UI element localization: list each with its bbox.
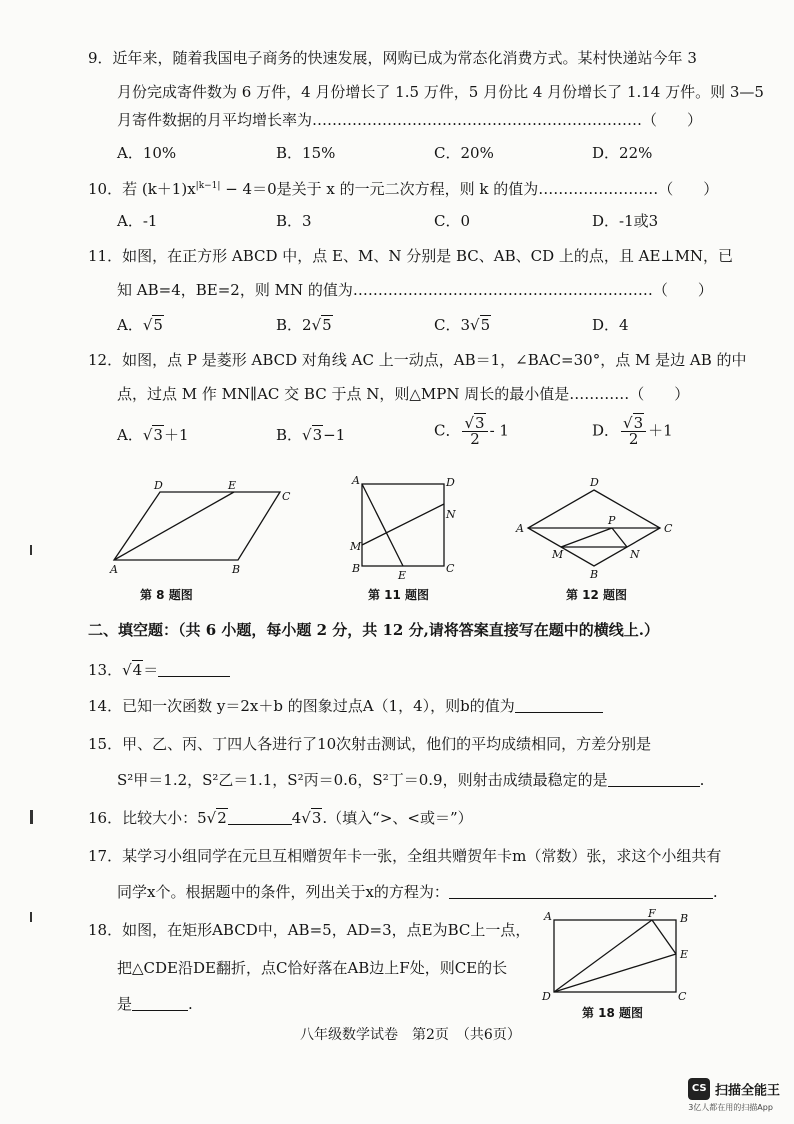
q16-radicand-1: 2 bbox=[217, 809, 227, 827]
q16-tail: .（填入“>、<或＝”） bbox=[322, 809, 473, 827]
fig11-label-a: A bbox=[352, 474, 360, 487]
fig18-segment-fe bbox=[652, 920, 676, 954]
q16-line: 16．比较大小：5√2 4√3.（填入“>、<或＝”） bbox=[88, 809, 473, 827]
q11-c-radicand: 5 bbox=[480, 316, 491, 334]
q9-option-a: A．10% bbox=[117, 144, 177, 162]
scanner-logo-icon: CS bbox=[688, 1078, 710, 1100]
fig11-label-e: E bbox=[398, 569, 407, 582]
q9-line1: 9．近年来，随着我国电子商务的快速发展，网购已成为常态化消费方式。某村快递站今年 3 bbox=[88, 49, 697, 67]
fig18-label-d: D bbox=[542, 990, 551, 1003]
figure-8-parallelogram bbox=[98, 478, 298, 578]
fig12-label-d: D bbox=[590, 476, 599, 489]
q17-answer-blank[interactable] bbox=[449, 884, 713, 899]
fig12-label-c: C bbox=[664, 522, 673, 535]
q14-line bbox=[88, 696, 603, 716]
q10-option-a: A．-1 bbox=[117, 212, 158, 230]
q10-option-d: D．-1或3 bbox=[592, 212, 659, 230]
fig12-caption: 第 12 题图 bbox=[566, 588, 628, 602]
q12-d-label: D． bbox=[592, 421, 620, 440]
q13-equals: ＝ bbox=[143, 661, 159, 679]
q17-line1: 17．某学习小组同学在元旦互相赠贺年卡一张，全组共赠贺年卡m（常数）张，求这个小组共有 bbox=[88, 847, 722, 865]
fig8-label-a: A bbox=[110, 563, 118, 576]
q11-line1: 11．如图，在正方形 ABCD 中，点 E、M、N 分别是 BC、AB、CD 上的点，且 AE⊥MN，已 bbox=[88, 247, 734, 265]
page-footer: 八年级数学试卷 第2页 （共6页） bbox=[300, 1027, 521, 1043]
q12-option-c bbox=[434, 416, 509, 447]
q11-a-radicand: 5 bbox=[153, 316, 163, 334]
q9-option-b: B．15% bbox=[276, 144, 336, 162]
q13-answer-blank[interactable] bbox=[158, 662, 230, 677]
q11-option-a: A．√5 bbox=[117, 316, 163, 334]
q11-b-label: B．2 bbox=[276, 316, 312, 334]
q10-lead: 10．若 (k＋1)x bbox=[88, 180, 196, 198]
q12-d-numerator: 3 bbox=[633, 414, 644, 432]
q9-line2: 月份完成寄件数为 6 万件，4 月份增长了 1.5 万件，5 月份比 4 月份增长了 1.14 万件。则 3—5 bbox=[117, 83, 764, 101]
q10-tail: − 4＝0是关于 x 的一元二次方程，则 k 的值为……………………（ ） bbox=[220, 180, 719, 198]
fig11-label-b: B bbox=[352, 562, 361, 575]
fig8-parallelogram bbox=[114, 492, 280, 560]
q11-a-label: A． bbox=[117, 316, 143, 334]
q12-option-d bbox=[592, 416, 673, 447]
fig8-label-d: D bbox=[154, 479, 163, 492]
q16-coef-2: 4 bbox=[291, 809, 302, 827]
q12-b-radicand: 3 bbox=[312, 426, 323, 444]
q12-c-denominator: 2 bbox=[470, 430, 480, 448]
q17-text: 同学x个。根据题中的条件，列出关于x的方程为： bbox=[117, 883, 449, 901]
q15-answer-blank[interactable] bbox=[608, 772, 700, 787]
q11-option-d: D．4 bbox=[592, 316, 629, 334]
scan-mark bbox=[30, 912, 32, 922]
q9-option-c: C．20% bbox=[434, 144, 494, 162]
q15-line1: 15．甲、乙、丙、丁四人各进行了10次射击测试，他们的平均成绩相同，方差分别是 bbox=[88, 735, 652, 753]
q18-line3: 是 . bbox=[117, 995, 193, 1013]
q18-text: 是 bbox=[117, 995, 133, 1013]
fig12-label-m: M bbox=[552, 548, 564, 561]
fig18-label-c: C bbox=[678, 990, 687, 1003]
q12-b-label: B． bbox=[276, 426, 303, 444]
fig18-label-a: A bbox=[544, 910, 552, 923]
q10-option-b: B．3 bbox=[276, 212, 312, 230]
q12-b-tail: −1 bbox=[323, 426, 346, 444]
figure-12-rhombus bbox=[512, 474, 682, 584]
figure-11-square bbox=[342, 472, 472, 584]
q12-a-label: A． bbox=[117, 426, 143, 444]
q16-radicand-2: 3 bbox=[311, 809, 322, 827]
q13-label: 13． bbox=[88, 661, 123, 679]
q12-d-fraction: $\frac{√3}{2}$ bbox=[621, 416, 646, 447]
fig12-label-p: P bbox=[608, 514, 616, 527]
fig11-label-m: M bbox=[350, 540, 362, 553]
q12-c-label: C． bbox=[434, 421, 461, 440]
q12-a-tail: ＋1 bbox=[163, 426, 189, 444]
q11-c-label: C．3 bbox=[434, 316, 471, 334]
q12-a-radicand: 3 bbox=[153, 426, 163, 444]
q18-line1: 18．如图，在矩形ABCD中，AB=5，AD=3，点E为BC上一点， bbox=[88, 921, 531, 939]
fig18-caption: 第 18 题图 bbox=[582, 1006, 644, 1020]
q9-line3: 月寄件数据的月平均增长率为…………………………………………………………（ ） bbox=[117, 111, 703, 129]
scan-mark bbox=[30, 545, 32, 555]
q12-line1: 12．如图，点 P 是菱形 ABCD 对角线 AC 上一动点，AB＝1，∠BAC=30°，点 M 是边 AB 的中 bbox=[88, 351, 747, 369]
q12-d-tail: ＋1 bbox=[648, 421, 673, 440]
fig18-segment-df bbox=[554, 920, 652, 992]
q15-line2: S²甲＝1.2，S²乙＝1.1，S²丙＝0.6，S²丁＝0.9，则射击成绩最稳定的是 . bbox=[117, 771, 705, 789]
fig11-segment-mn bbox=[362, 504, 444, 545]
fig8-label-b: B bbox=[232, 563, 241, 576]
fig11-label-c: C bbox=[446, 562, 455, 575]
fig8-caption: 第 8 题图 bbox=[140, 588, 193, 602]
scan-mark bbox=[30, 810, 33, 824]
figure-18-rectangle bbox=[540, 908, 696, 1004]
q9-option-d: D．22% bbox=[592, 144, 653, 162]
fig8-segment-ae bbox=[114, 492, 234, 560]
q12-option-a: A．√3＋1 bbox=[117, 426, 189, 444]
q11-line2: 知 AB=4，BE=2，则 MN 的值为……………………………………………………（ ） bbox=[117, 281, 713, 299]
q12-c-fraction: $\frac{√3}{2}$ bbox=[462, 416, 487, 447]
q18-line2: 把△CDE沿DE翻折，点C恰好落在AB边上F处，则CE的长 bbox=[117, 959, 508, 977]
q16-label: 16．比较大小：5 bbox=[88, 809, 207, 827]
fig12-segment-pn bbox=[612, 528, 627, 547]
fig8-label-c: C bbox=[282, 490, 291, 503]
q11-option-b: B．2√5 bbox=[276, 316, 332, 334]
fig8-label-e: E bbox=[228, 479, 237, 492]
q13-radicand: 4 bbox=[132, 661, 143, 679]
fig11-segment-ae bbox=[362, 484, 403, 566]
q11-b-radicand: 5 bbox=[322, 316, 332, 334]
fig18-label-e: E bbox=[680, 948, 689, 961]
scanner-watermark bbox=[688, 1078, 780, 1113]
fig18-segment-de bbox=[554, 954, 676, 992]
fig18-rectangle bbox=[554, 920, 676, 992]
q13-line: 13．√4＝ bbox=[88, 660, 230, 680]
scanner-name: 扫描全能王 bbox=[714, 1083, 780, 1099]
fig11-label-n: N bbox=[446, 508, 456, 521]
fig12-label-a: A bbox=[516, 522, 524, 535]
q17-line2: 同学x个。根据题中的条件，列出关于x的方程为： . bbox=[117, 883, 718, 901]
q14-answer-blank[interactable] bbox=[515, 698, 603, 713]
q10-exponent: |k−1| bbox=[195, 181, 221, 191]
q18-answer-blank[interactable] bbox=[132, 996, 188, 1011]
fig11-caption: 第 11 题图 bbox=[368, 588, 430, 602]
fig11-label-d: D bbox=[446, 476, 455, 489]
q12-d-denominator: 2 bbox=[628, 430, 639, 448]
q12-c-numerator: 3 bbox=[475, 414, 485, 432]
fig12-label-n: N bbox=[630, 548, 640, 561]
fig12-label-b: B bbox=[590, 568, 599, 581]
q10-option-c: C．0 bbox=[434, 212, 471, 230]
q10-line1 bbox=[88, 176, 718, 199]
q16-answer-blank[interactable] bbox=[228, 810, 292, 825]
q11-option-c: C．3√5 bbox=[434, 316, 491, 334]
fig18-label-f: F bbox=[648, 908, 656, 920]
q12-c-tail: - 1 bbox=[489, 421, 509, 440]
fig18-label-b: B bbox=[680, 912, 689, 925]
section2-heading: 二、填空题：（共 6 小题，每小题 2 分，共 12 分,请将答案直接写在题中的横线上.） bbox=[88, 621, 660, 639]
q12-line2: 点，过点 M 作 MN∥AC 交 BC 于点 N，则△MPN 周长的最小值是…………（ ） bbox=[117, 385, 690, 403]
q14-text: 14．已知一次函数 y＝2x＋b 的图象过点A（1，4），则b的值为 bbox=[88, 697, 515, 715]
scanner-tagline: 3亿人都在用的扫描App bbox=[688, 1103, 773, 1112]
fig12-segment-mp bbox=[561, 528, 612, 547]
q15-text: S²甲＝1.2，S²乙＝1.1，S²丙＝0.6，S²丁＝0.9，则射击成绩最稳定的是 bbox=[117, 771, 608, 789]
q12-option-b: B．√3−1 bbox=[276, 426, 346, 444]
